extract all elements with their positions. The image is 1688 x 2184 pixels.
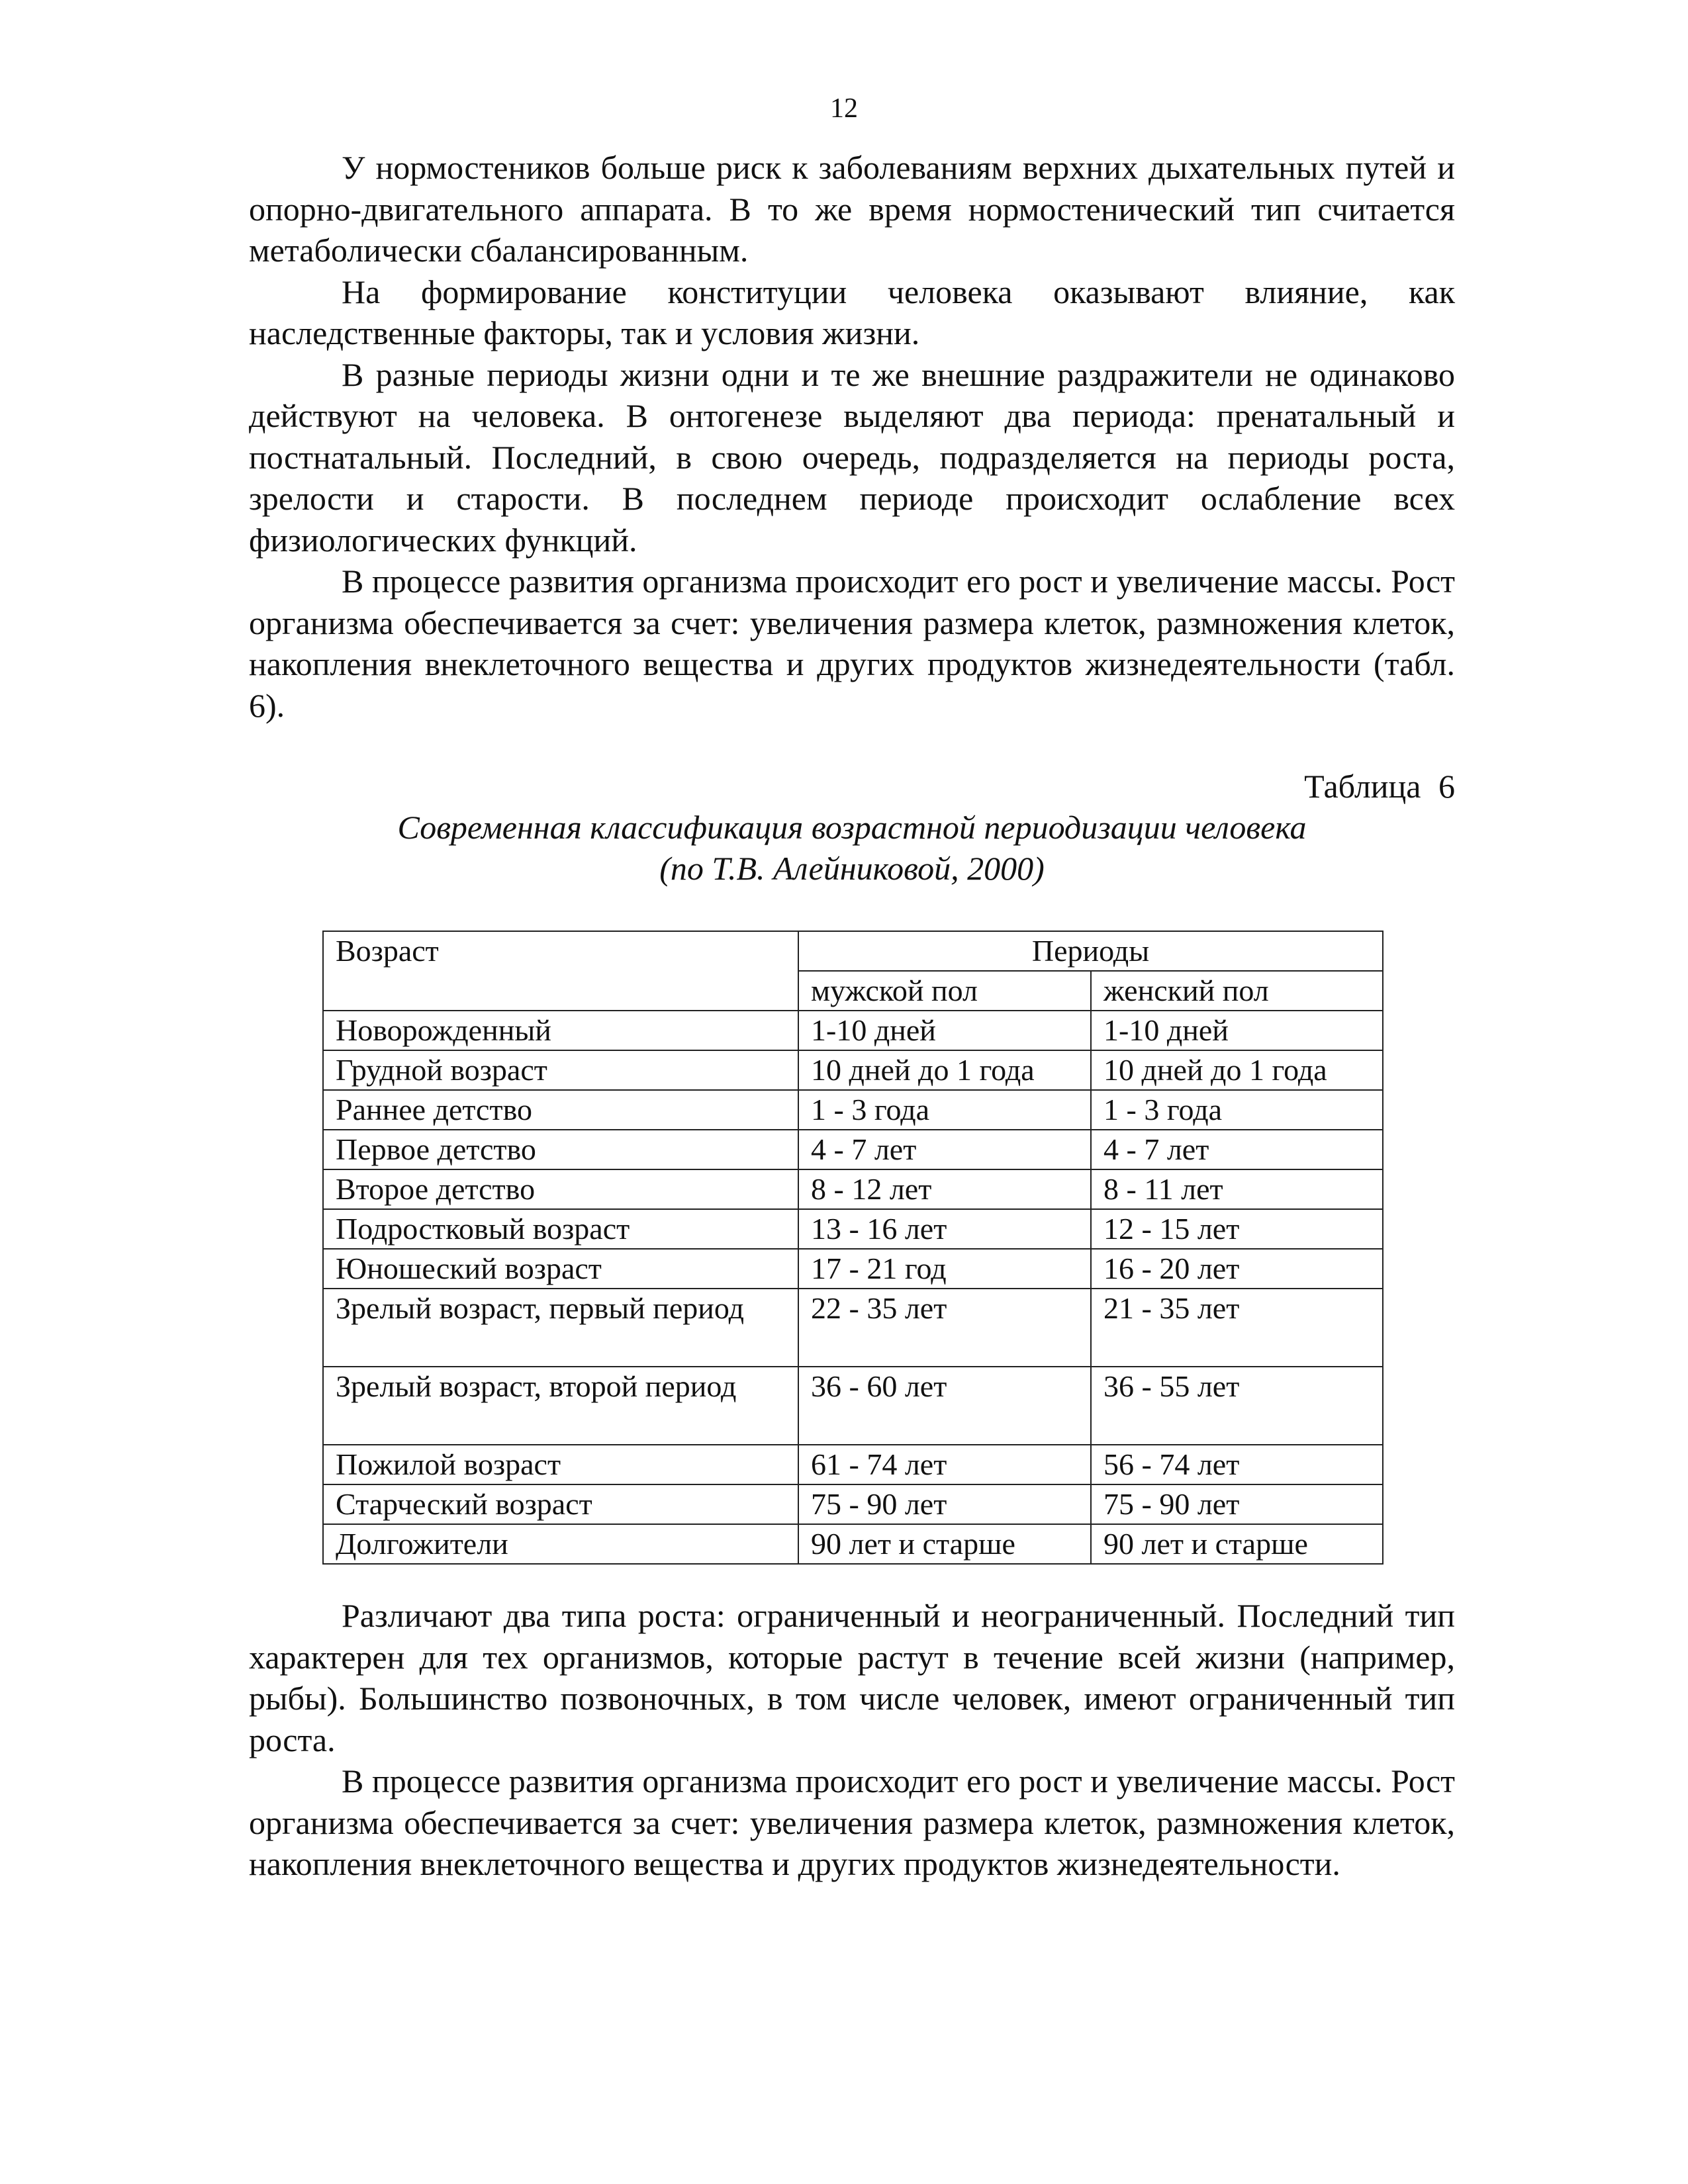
table-row xyxy=(323,1090,1383,1130)
cell-age: Пожилой возраст xyxy=(323,1445,798,1484)
table-row xyxy=(323,1209,1383,1249)
table-row xyxy=(323,1011,1383,1050)
cell-female: 36 - 55 лет xyxy=(1091,1367,1383,1445)
cell-age: Новорожденный xyxy=(323,1011,798,1050)
cell-female: 8 - 11 лет xyxy=(1091,1169,1383,1209)
cell-female: 1 - 3 года xyxy=(1091,1090,1383,1130)
cell-age: Раннее детство xyxy=(323,1090,798,1130)
cell-female: 10 дней до 1 года xyxy=(1091,1050,1383,1090)
cell-male: 4 - 7 лет xyxy=(798,1130,1091,1169)
header-male: мужской пол xyxy=(798,971,1091,1011)
table-row xyxy=(323,1050,1383,1090)
cell-age: Первое детство xyxy=(323,1130,798,1169)
cell-male: 75 - 90 лет xyxy=(798,1484,1091,1524)
table-caption-source: (по Т.В. Алейниковой, 2000) xyxy=(659,850,1045,887)
table-row xyxy=(323,1524,1383,1564)
cell-male: 1 - 3 года xyxy=(798,1090,1091,1130)
cell-male: 13 - 16 лет xyxy=(798,1209,1091,1249)
cell-age: Грудной возраст xyxy=(323,1050,798,1090)
table-label: Таблица 6 xyxy=(1304,768,1455,805)
header-periods: Периоды xyxy=(798,931,1383,971)
table-row xyxy=(323,1445,1383,1484)
table-caption-title: Современная классификация возрастной периодизации человека xyxy=(397,809,1307,846)
table-row xyxy=(323,1130,1383,1169)
header-age: Возраст xyxy=(323,931,798,1011)
paragraph: В разные периоды жизни одни и те же внешние раздражители не одинаково действуют на человека. В онтогенезе выделяют два периода: пренатальный и постнатальный. Последний, в свою очередь, подразделяется на периоды роста, зрелости и старости. В последнем периоде происходит ослабление всех физиологических функций. xyxy=(249,355,1455,559)
cell-male: 61 - 74 лет xyxy=(798,1445,1091,1484)
cell-age: Долгожители xyxy=(323,1524,798,1564)
cell-age: Второе детство xyxy=(323,1169,798,1209)
header-female: женский пол xyxy=(1091,971,1383,1011)
cell-female: 1-10 дней xyxy=(1091,1011,1383,1050)
paragraph: Различают два типа роста: ограниченный и неограниченный. Последний тип характерен для тех организмов, которые растут в течение всей жизни (например, рыбы). Большинство позвоночных, в том числе человек, имеют ограниченный тип роста. xyxy=(249,1597,1455,1758)
table-header-row xyxy=(323,931,1383,971)
table-row xyxy=(323,1484,1383,1524)
table-row xyxy=(323,1289,1383,1367)
cell-male: 1-10 дней xyxy=(798,1011,1091,1050)
cell-female: 16 - 20 лет xyxy=(1091,1249,1383,1289)
intro-text xyxy=(249,147,1455,726)
cell-male: 36 - 60 лет xyxy=(798,1367,1091,1445)
table-row xyxy=(323,1249,1383,1289)
cell-age: Старческий возраст xyxy=(323,1484,798,1524)
table-row xyxy=(323,1169,1383,1209)
cell-male: 10 дней до 1 года xyxy=(798,1050,1091,1090)
outro-text xyxy=(249,1595,1455,1885)
cell-female: 21 - 35 лет xyxy=(1091,1289,1383,1367)
cell-age: Юношеский возраст xyxy=(323,1249,798,1289)
cell-male: 17 - 21 год xyxy=(798,1249,1091,1289)
cell-age: Зрелый возраст, первый период xyxy=(323,1289,798,1367)
cell-female: 75 - 90 лет xyxy=(1091,1484,1383,1524)
cell-male: 90 лет и старше xyxy=(798,1524,1091,1564)
paragraph: В процессе развития организма происходит его рост и увеличение массы. Рост организма обеспечивается за счет: увеличения размера клеток, размножения клеток, накопления внеклеточного вещества и других продуктов жизнедеятельности. xyxy=(249,1762,1455,1882)
table-row xyxy=(323,1367,1383,1445)
cell-age: Зрелый возраст, второй период xyxy=(323,1367,798,1445)
page-number: 12 xyxy=(830,93,858,124)
age-periodization-table xyxy=(322,931,1383,1565)
table-caption xyxy=(249,807,1455,889)
paragraph: В процессе развития организма происходит его рост и увеличение массы. Рост организма обеспечивается за счет: увеличения размера клеток, размножения клеток, накопления внеклеточного вещества и других продуктов жизнедеятельности (табл. 6). xyxy=(249,563,1455,724)
paragraph: На формирование конституции человека оказывают влияние, как наследственные факторы, так и условия жизни. xyxy=(249,273,1455,351)
cell-male: 8 - 12 лет xyxy=(798,1169,1091,1209)
cell-female: 56 - 74 лет xyxy=(1091,1445,1383,1484)
cell-female: 12 - 15 лет xyxy=(1091,1209,1383,1249)
paragraph: У нормостеников больше риск к заболеваниям верхних дыхательных путей и опорно-двигательного аппарата. В то же время нормостенический тип считается метаболически сбалансированным. xyxy=(249,149,1455,269)
cell-male: 22 - 35 лет xyxy=(798,1289,1091,1367)
cell-female: 4 - 7 лет xyxy=(1091,1130,1383,1169)
cell-age: Подростковый возраст xyxy=(323,1209,798,1249)
cell-female: 90 лет и старше xyxy=(1091,1524,1383,1564)
